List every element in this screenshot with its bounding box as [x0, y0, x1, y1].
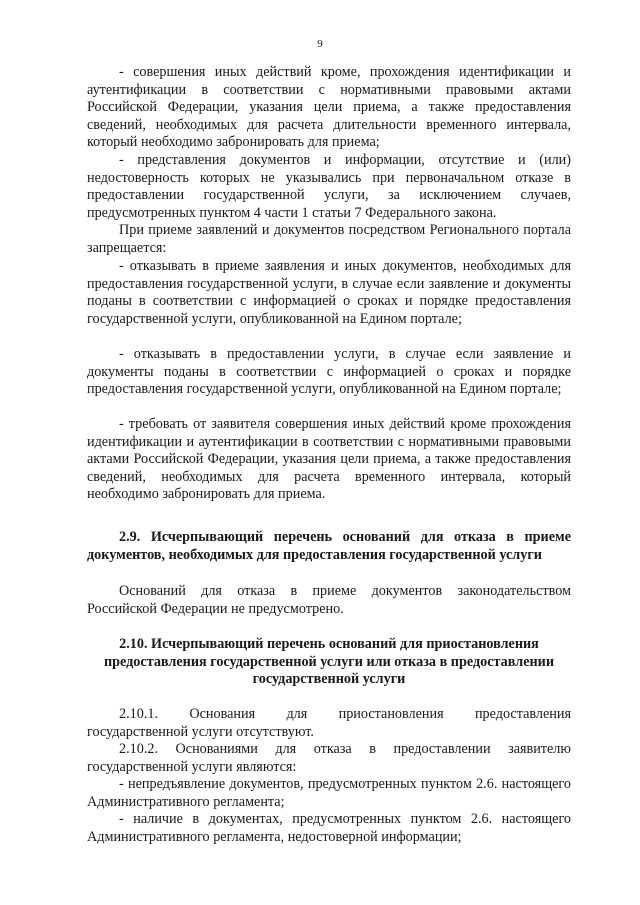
word: предоставления [474, 706, 571, 722]
paragraph-false-information: - наличие в документах, предусмотренных пунктом 2.6. настоящего Административного регламента, недостоверной информации; [87, 811, 571, 845]
paragraph-no-documents: - непредъявление документов, предусмотренных пунктом 2.6. настоящего Административного регламента; [87, 776, 571, 810]
page-number: 9 [317, 38, 323, 50]
clause-continuation: государственной услуги отсутствуют. [87, 723, 314, 740]
section-heading-2-10: 2.10. Исчерпывающий перечень оснований для приостановления предоставления государственной услуги или отказа в предоставлении государственной услуги [103, 636, 555, 688]
paragraph-refuse-service: - отказывать в предоставлении услуги, в случае если заявление и документы поданы в соответствии с информацией о сроках и порядке предоставления государственной услуги, опубликованной на Едином портале; [87, 346, 571, 398]
word: для [286, 706, 308, 722]
paragraph-other-actions: - совершения иных действий кроме, прохождения идентификации и аутентификации в соответствии с нормативными правовыми актами Российской Федерации, указания цели приема, а также предоставления сведений, необходимых для расчета длительности временного интервала, который необходимо забронировать для приема; [87, 64, 571, 151]
paragraph-require-actions: - требовать от заявителя совершения иных действий кроме прохождения идентификации и аутентификации в соответствии с нормативными правовыми актами Российской Федерации, указания цели приема, а также предоставления сведений, необходимых для расчета временного интервала, который необходимо забронировать для приема. [87, 416, 571, 503]
word: приостановления [338, 706, 444, 722]
section-heading-2-9: 2.9. Исчерпывающий перечень оснований для отказа в приеме документов, необходимых для предоставления государственной услуги [87, 529, 571, 563]
paragraph-regional-portal-intro: При приеме заявлений и документов посредством Регионального портала запрещается: [87, 222, 571, 256]
paragraph-2-10-1 [87, 706, 571, 741]
clause-number: 2.10.1. [119, 706, 159, 722]
paragraph-refuse-application: - отказывать в приеме заявления и иных документов, необходимых для предоставления государственной услуги, в случае если заявление и документы поданы в соответствии с информацией о сроках и порядке предоставления государственной услуги, опубликованной на Едином портале; [87, 258, 571, 327]
paragraph-2-10-2: 2.10.2. Основаниями для отказа в предоставлении заявителю государственной услуги являются: [87, 741, 571, 775]
paragraph-documents-submission: - представления документов и информации, отсутствие и (или) недостоверность которых не указывались при первоначальном отказе в предоставлении государственной услуги, за исключением случаев, предусмотренных пунктом 4 части 1 статьи 7 Федерального закона. [87, 152, 571, 221]
paragraph-no-grounds: Оснований для отказа в приеме документов законодательством Российской Федерации не предусмотрено. [87, 583, 571, 617]
word: Основания [189, 706, 256, 722]
